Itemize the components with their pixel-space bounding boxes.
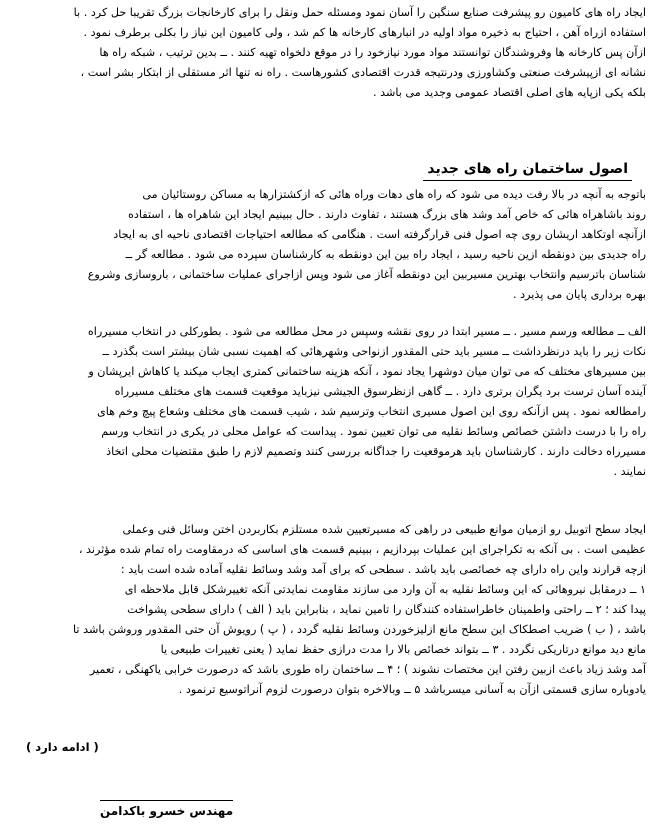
intro-paragraph [14, 3, 646, 103]
text-line: روند باشاهراه هائی که خاص آمد وشد های بزرگ هستند ، تفاوت دارند . حال ببینیم ایجاد این شاهراه ها ، استفاده [128, 207, 646, 221]
text-line: راه را با درست داشتن خصائص وسائط نقلیه می توان تعیین نمود . پیداست که عوامل محلی در یکری در انتخاب ورسم [101, 424, 646, 438]
text-line: ایجاد راه های کامیون رو پیشرفت صنایع سنگین را آسان نمود ومسئله حمل ونقل را برای کارخانجات بزرگ تقریبا حل کرد . با [73, 6, 646, 19]
text-line: پیدا کند ؛ ۲ ــ راحتی واطمینان خاطراستفاده کنندگان را تامین نماید ، بنابراین باید ( الف ) دارای سطحی پشواخت [127, 602, 646, 616]
text-line: آمد وشد زیاد باعث ازبین رفتن این مختصات نشوند ) ؛ ۴ ــ ساختمان راه طوری باشد که درصورت خرابی یاکهنگی ، تعمیر [89, 662, 646, 676]
principles-paragraph [14, 185, 646, 305]
text-line: آینده آسان ترست برد یگران برتری دارد . ــ گاهی ازنظرسوق الجیشی نیزباید موقعیت قسمت های مختلف مسیرراه [114, 384, 646, 398]
text-line: ازآن پس کارخانه ها وفروشندگان توانستند مواد مورد نیازخود را در موقع دلخواه تهیه کنند . ــ بدین ترتیب ، شبکه راه ها [99, 45, 646, 59]
text-line: شناسان باترسیم وانتخاب بهترین مسیربین این دونقطه آغاز می شود وپس ازاجرای عملیات ساختمانی ، باروسازی وشروع [87, 267, 646, 281]
route-study-paragraph [14, 322, 646, 482]
text-line: باتوجه به آنچه در بالا رفت دیده می شود که راه های دهات وراه هائی که ازکشتزارها به مساکن روستائیان می [142, 188, 646, 201]
text-line: باشد ، ( ب ) ضریب اصطکاک این سطح مانع ازلیزخوردن وسائط نقلیه گردد ، ( پ ) رویوش آن حتی المقدور وروشن باشد تا [73, 622, 646, 636]
road-surface-paragraph [14, 520, 646, 699]
text-line: بلکه یکی ازپایه های اصلی اقتصاد عمومی وجدید می باشد . [372, 85, 646, 99]
text-line: بهره برداری پایان می پذیرد . [512, 287, 646, 301]
text-line: یادوباره سازی قسمتی ازآن به آسانی میسرباشد ۵ ــ وبالاخره بتوان درصورت لزوم آنراتوسیع ترنمود . [178, 682, 646, 696]
text-line: رامطالعه نمود . پس ازآنکه روی این اصول مسیری انتخاب وترسیم شد ، شیب قسمت های مختلف وشعاع پیچ وخم های [96, 404, 646, 418]
text-line: ایجاد سطح اتوبیل رو ازمیان موانع طبیعی در راهی که مسیرتعیین شده مستلزم بکاربردن اختن وسائل فنی وعملی [122, 523, 646, 536]
text-line: عظیمی است . بی آنکه به تکراجرای این عملیات بپردازیم ، ببینیم قسمت های اساسی که درمقاومت راه تمام شده مؤثرند ، [78, 542, 646, 556]
text-line: ۱ ــ درمقابل نیروهائی که این وسائط نقلیه به آن وارد می سازند مقاومت نمایدتی آنکه تغییرشکل قابل ملاحظه ای [124, 582, 646, 596]
section-heading-text: اصول ساختمان راه های جدید [423, 161, 632, 181]
text-line: نشانه ای ازپیشرفت صنعتی وکشاورزی ودرنتیجه قدرت اقتصادی کشورهاست . راه نه تنها اثر مستقلی از ابتکار بشر است ، [80, 65, 646, 79]
text-line: مسیرراه دخالت دارند . کارشناسان باید هرموقعیت را جداگانه بررسی کنند وتصمیم لازم را طبق مقتضیات محلی اتخاذ [106, 444, 646, 458]
text-line: استفاده ازراه آهن ، احتیاج به ذخیره مواد اولیه در انبارهای کارخانه ها کم شد ، ولی کامیون این نیاز را بکلی برطرف نمود . [83, 25, 646, 39]
author-name: مهندس خسرو باکدامن [100, 800, 233, 818]
text-line: مانع دید موانع درتاریکی نگردد . ۳ ــ بتواند خصائص بالا را مدت درازی حفظ نماید ( یعنی تغییرات طبیعی یا [160, 642, 646, 656]
text-line: نکات زیر را باید درنظرداشت ــ مسیر باید حتی المقدور ازنواحی وشهرهائی که اهمیت نسبی شان بیشتر است بگذرد ــ [102, 344, 646, 358]
text-line: راه جدیدی بین دونقطه ازین ناحیه رسید ، ایجاد راه بین این دونقطه به کارشناسان سپرده می شود . مطالعه گر ــ [125, 247, 646, 261]
section-heading [423, 161, 632, 177]
author-signature [100, 800, 233, 818]
text-line: ازآنچه اوتکاهد اریشان روی چه اصول فنی قرارگرفته است . هنگامی که مطالعه احتیاجات اقتصادی ناحیه ای به ایجاد [113, 227, 646, 241]
continued-note: ( ادامه دارد ) [26, 740, 99, 754]
text-line: نمایند . [613, 464, 646, 478]
text-line: الف ــ مطالعه ورسم مسیر . ــ مسیر ابتدا در روی نقشه وسپس در محل مطالعه می شود . بطورکلی در انتخاب مسیرراه [87, 325, 646, 338]
text-line: بین مسیرهای مختلف که می توان میان دوشهرا یجاد نمود ، آنکه هزینه ساختمانی کمتری ایجاب میکند یا کاهاش ایرپشان و [88, 364, 646, 378]
text-line: ازچه قرارند واین راه دارای چه خصائصی باید باشد . سطحی که برای آمد وشد وسائط نقلیه آماده شده است باید : [120, 562, 646, 576]
